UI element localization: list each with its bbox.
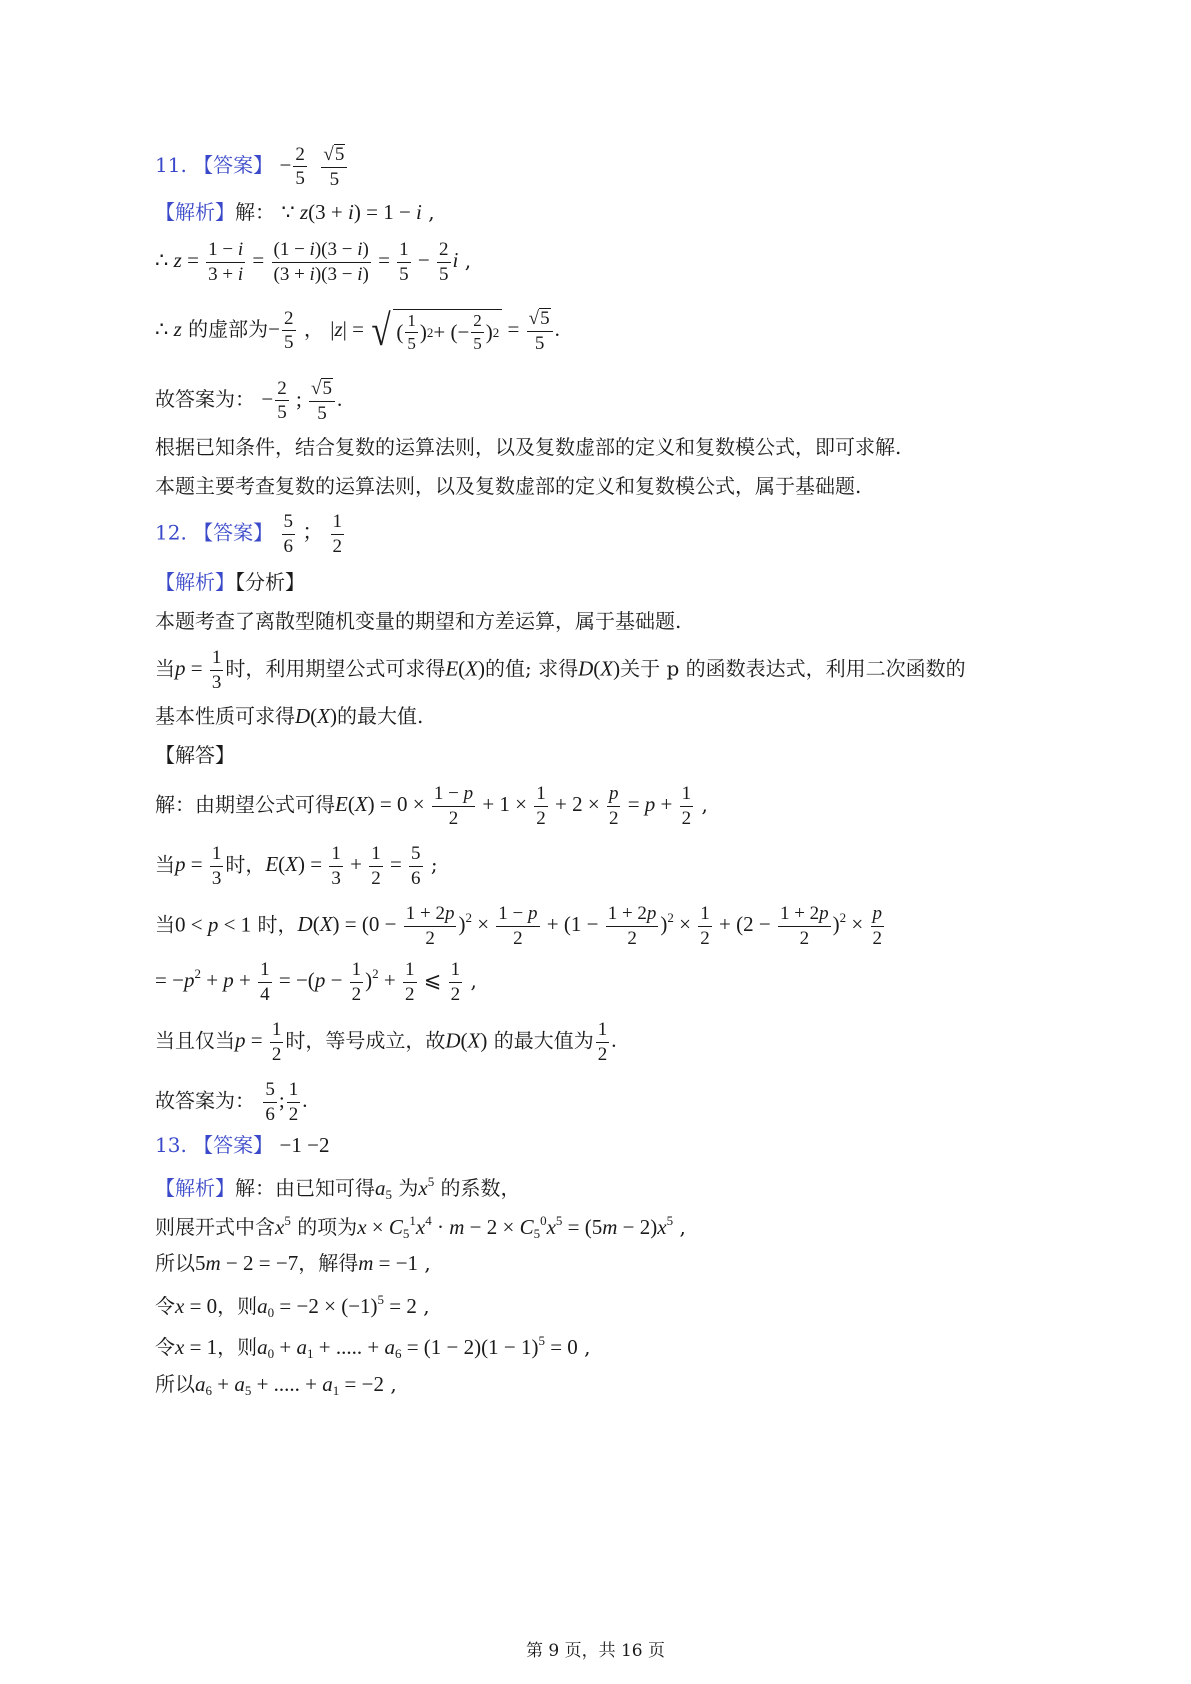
- q13-number: 13.: [155, 1133, 187, 1157]
- q12-analysis-tag: 【解析】: [155, 570, 235, 594]
- q11-pre-ans: 故答案为：: [155, 386, 255, 411]
- q13-line2: 则展开式中含$x^5$ 的项为$x \times C_5^1x^4 \cdot m - 2 \times C_5^0x^5 = (5m - 2)x^5$ ,: [155, 1213, 686, 1241]
- q11-analysis-line: 【解析】解： ∵ z(3 + i) = 1 − i ,: [155, 200, 435, 224]
- q12-answer-tag: 【答案】: [193, 520, 274, 545]
- q12-fenxi-tag: 【分析】: [235, 570, 305, 594]
- q11-number: 11.: [155, 152, 187, 177]
- q12-line1: 本题考查了离散型随机变量的期望和方差运算，属于基础题.: [155, 609, 682, 633]
- q12-equality: 当且仅当p = $\frac{1}{2}$ 时，等号成立，故D(X) 的最大值为 $\frac{1}{2}$ .: [155, 1019, 617, 1065]
- q13-answer-tag: 【答案】: [193, 1133, 274, 1157]
- q11-step2: ∴ z = $\frac{1 - i}{3 + i}$ = $\frac{(1 - i)(3 - i)}{(3 + i)(3 - i)}$ = $\frac{1}{5}$ − $\frac{2}{5}$ i ,: [155, 239, 472, 285]
- q12-final: 故答案为： $\frac{5}{6}$ ; $\frac{1}{2}$ .: [155, 1079, 308, 1125]
- q11-jie: 解：: [235, 200, 275, 224]
- q12-ex-value: 当p = $\frac{1}{3}$ 时，E(X) = $\frac{1}{3}$ + $\frac{1}{2}$ = $\frac{5}{6}$ ;: [155, 843, 438, 889]
- q11-step3: ∴ z 的虚部为− $\frac{2}{5}$ ， |z| = √ ( $\frac{1}{5}$ ) 2 + (− $\frac{2}{5}$ ) 2 = $\frac{√5}{5}$ .: [155, 305, 560, 355]
- q12-line2: 当p = $\frac{1}{3}$ 时，利用期望公式可求得E(X)的值; 求得D(X)关于 p 的函数表达式，利用二次函数的: [155, 647, 966, 693]
- q12-number: 12.: [155, 520, 187, 545]
- q13-line1: 【解析】解：由已知可得$a_5$ 为$x^5$ 的系数，: [155, 1174, 521, 1202]
- q12-expectation: 解：由期望公式可得E(X) = 0 × $\frac{1 - p}{2}$ + 1 × $\frac{1}{2}$ + 2 × $\frac{p}{2}$ = p + $\frac{1}{2}$ ,: [155, 783, 708, 829]
- q11-text1: 根据已知条件，结合复数的运算法则，以及复数虚部的定义和复数模公式，即可求解.: [155, 435, 902, 459]
- q13-line6: 所以$a_6 + a_5$ + ..... + $a_1 = -2$ ,: [155, 1372, 397, 1398]
- q13-answer-line: [155, 1135, 329, 1156]
- q11-text2: 本题主要考查复数的运算法则，以及复数虚部的定义和复数模公式，属于基础题.: [155, 474, 862, 498]
- page-footer: 第 9 页，共 16 页: [525, 1641, 666, 1661]
- q11-final: 故答案为： − $\frac{2}{5}$ ; $\frac{√5}{5}$ .: [155, 377, 343, 424]
- q12-variance: 当0 < p < 1 时，D(X) = (0 − $\frac{1 + 2p}{2}$ )$^2$ × $\frac{1 - p}{2}$ + (1 − $\frac{1 + 2p}{2}$ )$^2$ × $\frac{1}{2}$ + (2 − $\frac{1 + 2p}{2}$ )$^2$ × $\frac{p}{2}$: [155, 903, 883, 949]
- q12-jieda-tag: 【解答】: [155, 743, 235, 767]
- q12-answer-line: 12. 【答案】 $\frac{5}{6}$ ； $\frac{1}{2}$: [155, 511, 343, 557]
- q12-line3: 基本性质可求得D(X)的最大值.: [155, 704, 424, 728]
- q13-line4: 令x = 0，则$a_0 = -2 \times (-1)^5 = 2$ ,: [155, 1292, 430, 1320]
- q12-tags: [155, 572, 305, 592]
- q11-analysis-tag: 【解析】: [155, 200, 235, 224]
- q11-answer-tag: 【答案】: [193, 152, 274, 177]
- q11-answer-line: 11. 【答案】 − $\frac{2}{5}$ $\frac{√5}{5}$: [155, 144, 349, 190]
- q11-imag-label: 的虚部为: [188, 316, 269, 341]
- q13-line3: 所以5m − 2 = −7，解得m = −1 ,: [155, 1251, 431, 1275]
- q13-line5: 令x = 1，则$a_0 + a_1$ + ..... + $a_6 = (1 - 2)(1 - 1)^5 = 0$ ,: [155, 1333, 591, 1361]
- q13-answer: −1 −2: [279, 1133, 330, 1157]
- q12-variance-simplified: = $-p^2 + p$ + $\frac{1}{4}$ = −(p − $\frac{1}{2}$ )$^2$ + $\frac{1}{2}$ ⩽ $\frac{1}{2}$ ,: [155, 959, 477, 1005]
